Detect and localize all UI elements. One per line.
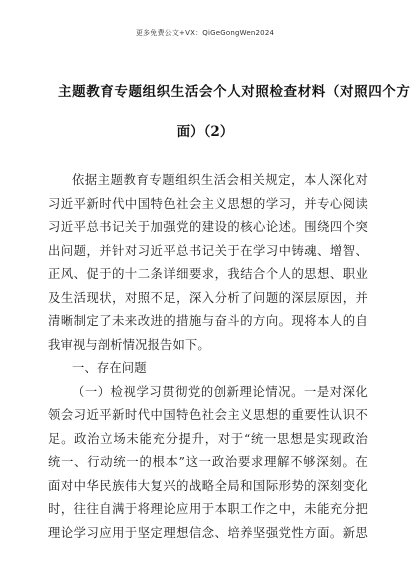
paragraph-line: （一）检视学习贯彻党的创新理论情况。一是对深化: [72, 384, 368, 399]
watermark-header: 更多免费公文+VX：QiGeGongWen2024: [135, 29, 275, 37]
section-heading: 一、存在问题: [72, 361, 147, 375]
document-title-line-2: 面）（2）: [176, 124, 234, 140]
paragraph-line: 习近平新时代中国特色社会主义思想的学习，并专心阅读: [48, 196, 368, 211]
paragraph-line: 正风、促于的十二条详细要求，我结合个人的思想、职业: [48, 267, 368, 281]
document-title-line-1: 主题教育专题组织生活会个人对照检查材料（对照四个方: [58, 84, 410, 100]
paragraph-line: 领会习近平新时代中国特色社会主义思想的重要性认识不: [48, 408, 368, 422]
paragraph-line: 清晰制定了未来改进的措施与奋斗的方向。现将本人的自: [48, 314, 368, 328]
paragraph-line: 我审视与剖析情况报告如下。: [48, 337, 210, 352]
paragraph-line: 面对中华民族伟大复兴的战略全局和国际形势的深刻变化: [48, 478, 368, 493]
paragraph-line: 统一、行动统一的根本”这一政治要求理解不够深刻。在: [48, 455, 368, 469]
paragraph-line: 出问题，并针对习近平总书记关于在学习中铸魂、增智、: [48, 243, 368, 258]
paragraph-line: 习近平总书记关于加强党的建设的核心论述。围绕四个突: [48, 220, 368, 234]
document-body: [48, 169, 368, 545]
paragraph-line: 及生活现状，对照不足，深入分析了问题的深层原因，并: [48, 290, 368, 305]
paragraph-line: 理论学习应用于坚定理想信念、培养坚强党性方面。新思: [48, 525, 368, 540]
paragraph-line: 足。政治立场未能充分提升，对于“统一思想是实现政治: [48, 431, 368, 446]
paragraph-line: 时，往往自满于将理论应用于本职工作之中，未能充分把: [48, 502, 368, 516]
paragraph-line: 依据主题教育专题组织生活会相关规定，本人深化对: [72, 173, 368, 187]
